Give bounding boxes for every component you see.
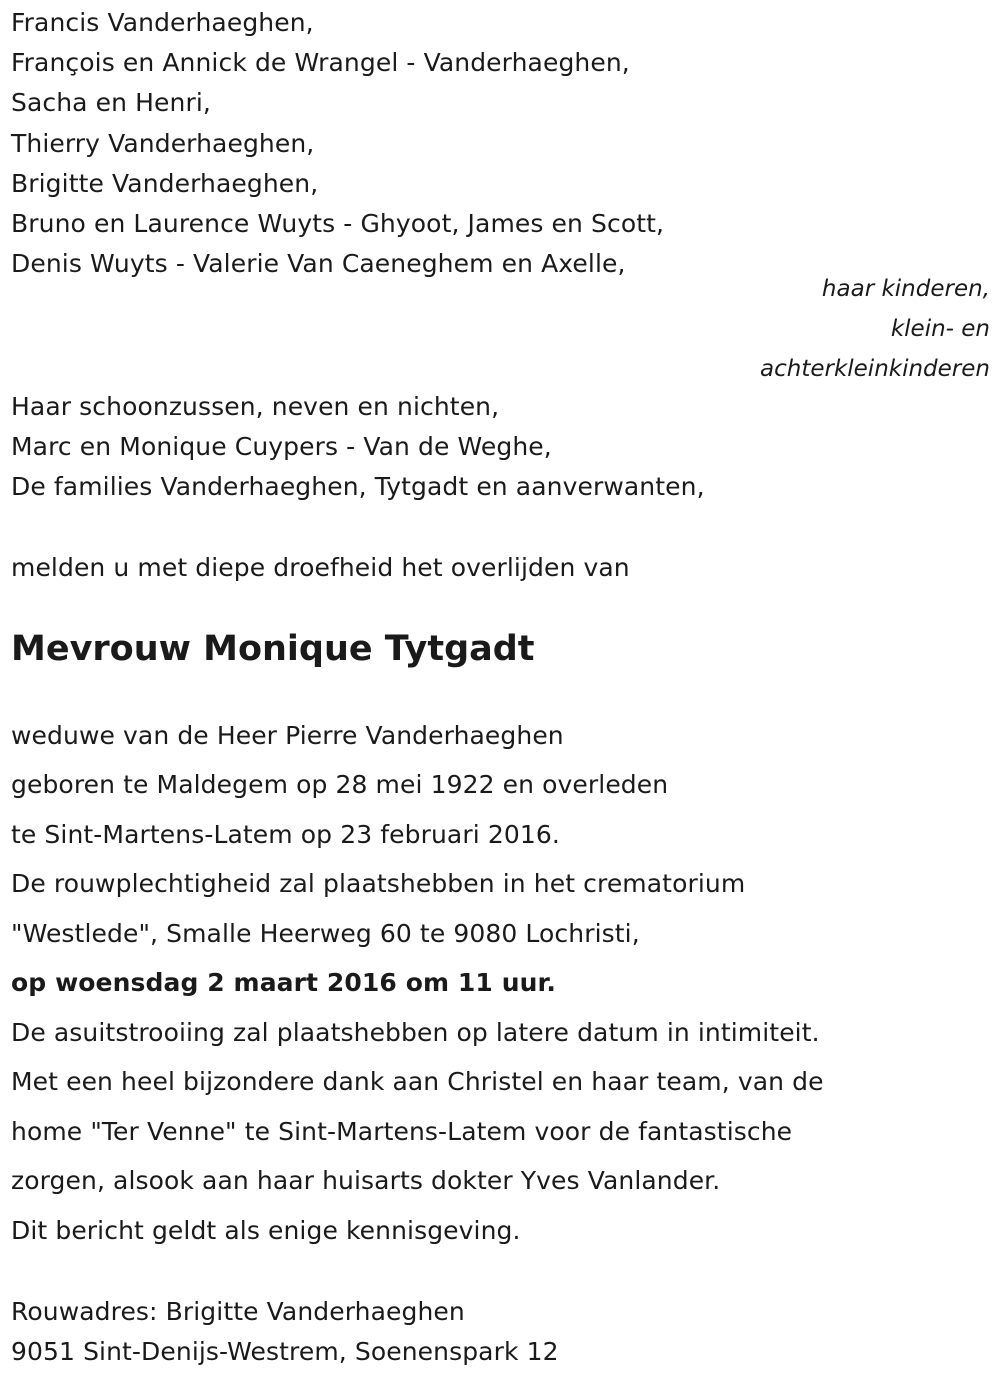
family-line-6: Bruno en Laurence Wuyts - Ghyoot, James en Scott,	[11, 209, 665, 238]
relation-line-3: achterkleinkinderen	[760, 356, 990, 382]
detail-line-4: De rouwplechtigheid zal plaatshebben in het crematorium	[11, 869, 746, 898]
family-line-1: Francis Vanderhaeghen,	[11, 8, 314, 37]
family-line-3: Sacha en Henri,	[11, 88, 211, 117]
ceremony-date-line: op woensdag 2 maart 2016 om 11 uur.	[11, 968, 556, 997]
detail-line-3: te Sint-Martens-Latem op 23 februari 2016.	[11, 820, 560, 849]
relatives-line-3: De families Vanderhaeghen, Tytgadt en aanverwanten,	[11, 472, 705, 501]
relatives-line-1: Haar schoonzussen, neven en nichten,	[11, 392, 500, 421]
relatives-line-2: Marc en Monique Cuypers - Van de Weghe,	[11, 432, 552, 461]
detail-line-9: home "Ter Venne" te Sint-Martens-Latem voor de fantastische	[11, 1117, 793, 1146]
address-line-1: Rouwadres: Brigitte Vanderhaeghen	[11, 1297, 465, 1326]
detail-line-2: geboren te Maldegem op 28 mei 1922 en overleden	[11, 770, 669, 799]
family-line-7: Denis Wuyts - Valerie Van Caeneghem en Axelle,	[11, 249, 626, 278]
detail-line-8: Met een heel bijzondere dank aan Christel en haar team, van de	[11, 1067, 824, 1096]
announcement-line: melden u met diepe droefheid het overlijden van	[11, 553, 630, 582]
detail-line-7: De asuitstrooiing zal plaatshebben op latere datum in intimiteit.	[11, 1018, 820, 1047]
detail-line-1: weduwe van de Heer Pierre Vanderhaeghen	[11, 721, 564, 750]
deceased-name: Mevrouw Monique Tytgadt	[11, 629, 535, 669]
family-line-4: Thierry Vanderhaeghen,	[11, 129, 315, 158]
detail-line-5: "Westlede", Smalle Heerweg 60 te 9080 Lochristi,	[11, 919, 640, 948]
detail-line-11: Dit bericht geldt als enige kennisgeving.	[11, 1216, 521, 1245]
detail-line-10: zorgen, alsook aan haar huisarts dokter Yves Vanlander.	[11, 1166, 721, 1195]
family-line-2: François en Annick de Wrangel - Vanderhaeghen,	[11, 48, 630, 77]
address-line-2: 9051 Sint-Denijs-Westrem, Soenenspark 12	[11, 1337, 559, 1366]
relation-line-2: klein- en	[890, 316, 990, 342]
relation-line-1: haar kinderen,	[821, 276, 990, 302]
family-line-5: Brigitte Vanderhaeghen,	[11, 169, 319, 198]
